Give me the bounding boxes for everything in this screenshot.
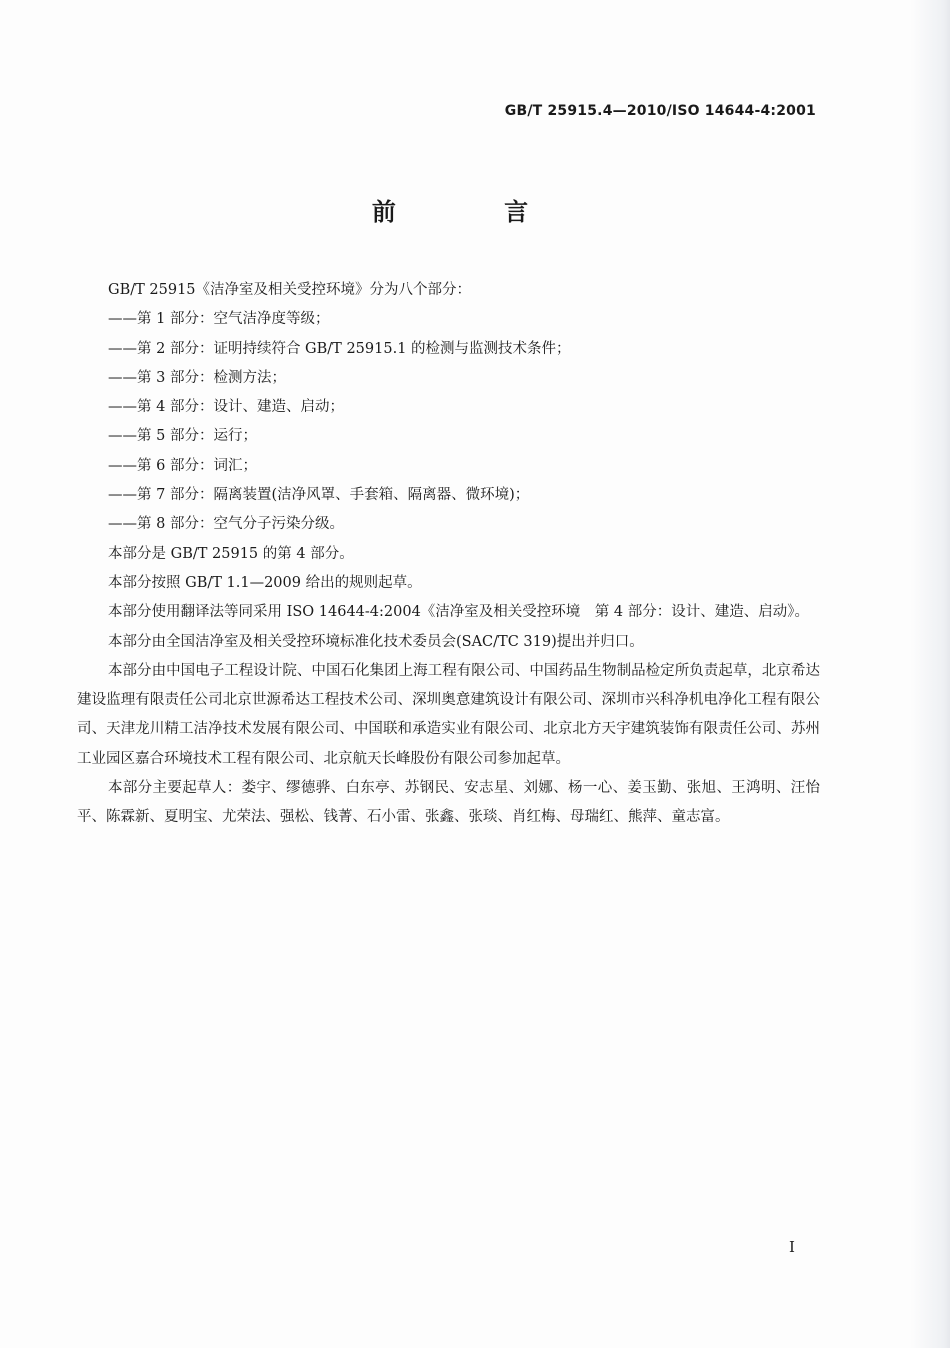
paragraph-adoption: 本部分使用翻译法等同采用 ISO 14644-4:2004《洁净室及相关受控环境 第 4 部分：设计、建造、启动》。 <box>108 604 809 621</box>
list-item-part-8: ——第 8 部分：空气分子污染分级。 <box>108 516 344 533</box>
standard-number: GB/T 25915.4—2010/ISO 14644-4:2001 <box>504 103 816 119</box>
list-item-part-2: ——第 2 部分：证明持续符合 GB/T 25915.1 的检测与监测技术条件； <box>108 340 571 357</box>
list-item-part-4: ——第 4 部分：设计、建造、启动； <box>108 399 344 416</box>
page-title: 前 言 <box>371 198 579 226</box>
list-item-part-5: ——第 5 部分：运行； <box>108 428 257 445</box>
paragraph-part-statement: 本部分是 GB/T 25915 的第 4 部分。 <box>108 545 354 562</box>
paragraph-drafters: 本部分主要起草人：娄宇、缪德骅、白东亭、苏钢民、安志星、刘娜、杨一心、姜玉勤、张旭、王鸿明、汪怡平、陈霖新、夏明宝、尤荣法、强松、钱菁、石小雷、张鑫、张琰、肖红梅、母瑞红、熊萍、童志富。 <box>77 780 820 826</box>
list-item-part-6: ——第 6 部分：词汇； <box>108 457 257 474</box>
paragraph-proposed-by: 本部分由全国洁净室及相关受控环境标准化技术委员会(SAC/TC 319)提出并归口。 <box>108 633 644 650</box>
paragraph-drafting-organizations: 本部分由中国电子工程设计院、中国石化集团上海工程有限公司、中国药品生物制品检定所负责起草，北京希达建设监理有限责任公司北京世源希达工程技术公司、深圳奥意建筑设计有限公司、深圳市兴科净机电净化工程有限公司、天津龙川精工洁净技术发展有限公司、中国联和承造实业有限公司、北京北方天宇建筑装饰有限责任公司、苏州工业园区嘉合环境技术工程有限公司、北京航天长峰股份有限公司参加起草。 <box>77 662 820 767</box>
page-number: I <box>789 1238 795 1256</box>
foreword-body <box>77 276 820 833</box>
list-item-part-3: ——第 3 部分：检测方法； <box>108 369 286 386</box>
list-item-part-7: ——第 7 部分：隔离装置(洁净风罩、手套箱、隔离器、微环境)； <box>108 487 530 504</box>
list-item-part-1: ——第 1 部分：空气洁净度等级； <box>108 311 330 328</box>
paragraph-intro: GB/T 25915《洁净室及相关受控环境》分为八个部分： <box>108 282 472 298</box>
paragraph-drafting-rules: 本部分按照 GB/T 1.1—2009 给出的规则起草。 <box>108 574 422 591</box>
scan-edge-shadow <box>910 0 950 1348</box>
